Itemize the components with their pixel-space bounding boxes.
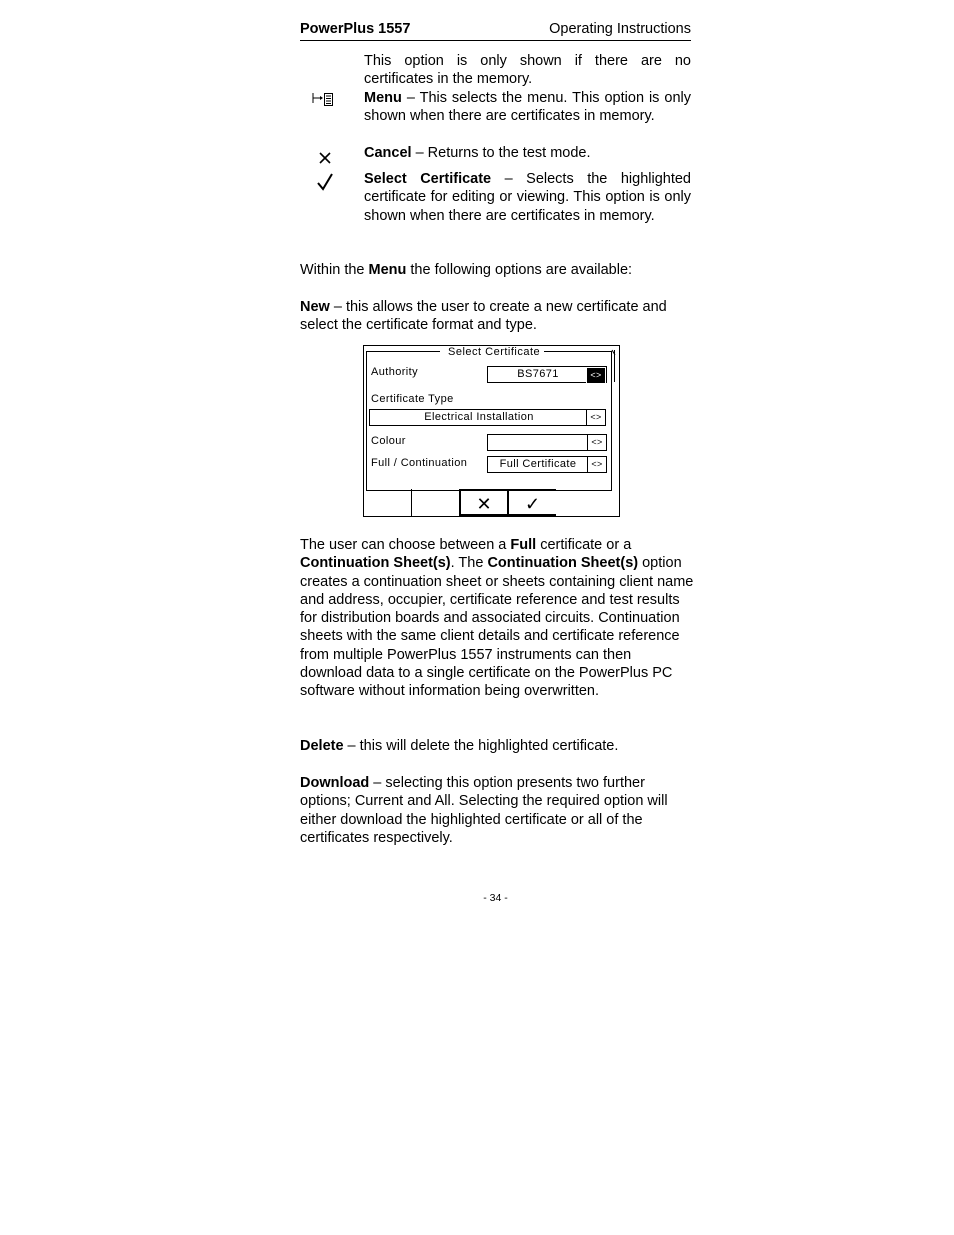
full-para-p1: The user can choose between a: [300, 537, 511, 553]
softkey-bar: [364, 489, 619, 517]
scroll-edge: [609, 346, 619, 386]
new-term: New: [300, 299, 330, 315]
option-cancel-text: – Returns to the test mode.: [411, 145, 591, 161]
full-para-p2: certificate or a: [536, 537, 632, 553]
section-title: Operating Instructions: [549, 21, 691, 37]
download-term: Download: [300, 775, 370, 791]
authority-value: BS7671: [517, 368, 559, 380]
full-continuation-paragraph: [300, 536, 695, 701]
authority-label: Authority: [371, 366, 419, 378]
full-para-t3: Continuation Sheet(s): [487, 555, 639, 572]
option-intro: This option is only shown if there are no certificates in the memory.: [364, 53, 691, 88]
full-para-t1: Full: [510, 537, 537, 553]
ok-key-icon: ✓: [524, 494, 541, 514]
cancel-softkey[interactable]: [459, 489, 507, 516]
colour-label: Colour: [371, 435, 406, 447]
option-cancel: [364, 144, 691, 162]
full-para-p4: option creates a continuation sheet or sheets containing client name and address, occupier, certificate reference and test results for distribution boards and associated circuits. Continuation sheets with the same client details and certificate reference from multiple PowerPlus 1557 instruments can then download data to a single certificate on the PowerPlus PC software without information being overwritten.: [300, 555, 694, 700]
option-select-text: – Selects the highlighted certificate for editing or viewing. This option is only shown when there are certificates in memory.: [364, 171, 691, 224]
menu-para-post: the following options are available:: [406, 262, 633, 278]
colour-field[interactable]: [487, 434, 607, 451]
option-cancel-term: Cancel: [364, 145, 412, 161]
full-continuation-label: Full / Continuation: [371, 457, 468, 469]
softkey-2[interactable]: [411, 489, 459, 516]
certificate-type-arrows-icon[interactable]: <>: [586, 410, 605, 425]
delete-text: – this will delete the highlighted certificate.: [343, 738, 619, 754]
menu-paragraph: [300, 261, 691, 279]
authority-field[interactable]: [487, 366, 607, 383]
full-continuation-value: Full Certificate: [499, 458, 577, 470]
download-text: – selecting this option presents two further options; Current and All. Selecting the required option will either download the highlighted certificate or all of the certificates respectively.: [300, 775, 668, 846]
delete-paragraph: [300, 737, 691, 755]
page-header: [300, 21, 691, 41]
full-continuation-arrows-icon[interactable]: <>: [587, 457, 606, 472]
page-number: - 34 -: [483, 892, 508, 904]
new-text: – this allows the user to create a new certificate and select the certificate format and type.: [300, 299, 667, 334]
option-menu: [364, 89, 691, 126]
colour-arrows-icon[interactable]: <>: [587, 435, 606, 450]
ok-softkey[interactable]: [507, 489, 556, 516]
new-paragraph: [300, 298, 691, 335]
dialog-title: Select Certificate: [444, 346, 544, 358]
certificate-type-label: Certificate Type: [371, 393, 454, 405]
option-menu-text: – This selects the menu. This option is only shown when there are certificates in memory.: [364, 90, 691, 125]
download-paragraph: [300, 774, 691, 847]
menu-para-pre: Within the: [300, 262, 369, 278]
cross-icon: [313, 148, 337, 170]
option-select-term: Select Certificate: [364, 171, 492, 187]
certificate-type-value: Electrical Installation: [424, 411, 534, 423]
certificate-type-field[interactable]: [369, 409, 606, 426]
tick-icon: [313, 171, 337, 193]
authority-arrows-icon[interactable]: <>: [586, 367, 606, 384]
full-para-p3: . The: [450, 555, 488, 572]
full-para-t2: Continuation Sheet(s): [300, 555, 451, 572]
document-title: PowerPlus 1557: [300, 21, 411, 37]
delete-term: Delete: [300, 738, 344, 754]
option-select-certificate: [364, 170, 691, 225]
option-menu-term: Menu: [364, 90, 402, 106]
cancel-key-icon: ✕: [476, 494, 492, 514]
menu-icon: [312, 89, 336, 111]
device-screen: [363, 345, 620, 517]
full-continuation-field[interactable]: [487, 456, 607, 473]
menu-para-term: Menu: [368, 262, 407, 278]
